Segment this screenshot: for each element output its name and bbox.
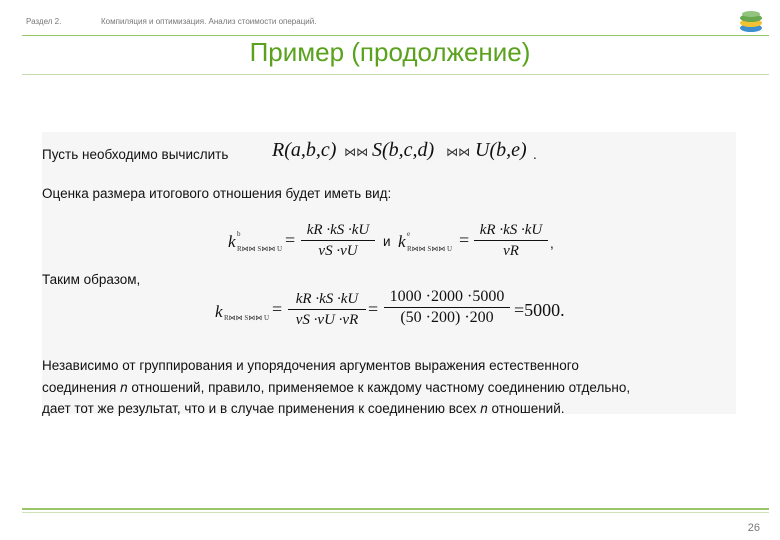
title-divider [22, 74, 769, 75]
equals-sign: = [459, 230, 470, 250]
k-subscript: R⋈⋈ S⋈⋈ U [237, 245, 283, 253]
fraction [474, 221, 548, 260]
k-symbol: k [228, 232, 236, 251]
paragraph-line-3 [42, 401, 565, 416]
page-title: Пример (продолжение) [249, 37, 531, 67]
paragraph-text: отношений. [487, 401, 565, 416]
footer-divider [22, 508, 769, 510]
page-number: 26 [747, 522, 760, 534]
numerator: 1000 ·2000 ·5000 [389, 288, 505, 305]
formula-u: U(b,e) [475, 139, 527, 161]
k-superscript: e [407, 230, 411, 238]
k-superscript: b [237, 230, 241, 238]
header-section: Раздел 2. [26, 17, 62, 26]
join-symbol: ⋈⋈ [446, 145, 470, 159]
formula-s: S(b,c,d) [372, 139, 435, 161]
comma: , [550, 236, 554, 251]
result-value: =5000. [514, 300, 565, 320]
numerator: kR ·kS ·kU [479, 222, 543, 238]
denominator: νS ·νU ·νR [295, 312, 359, 328]
k-symbol: k [215, 302, 223, 321]
equals-sign: = [272, 299, 283, 319]
k-symbol: k [398, 232, 406, 251]
fraction [288, 290, 366, 329]
period: . [533, 147, 537, 162]
k-subscript: R⋈⋈ S⋈⋈ U [224, 314, 270, 322]
paragraph-text: дает тот же результат, что и в случае применения к соединению всех [42, 401, 481, 416]
formula-r: R(a,b,c) [272, 139, 337, 161]
paragraph-text: соединения [42, 380, 121, 395]
denominator: νS ·νU [318, 243, 358, 259]
header-divider [22, 35, 769, 36]
footer-divider-secondary [22, 512, 769, 513]
paragraph-line-1: Независимо от группирования и упорядочения аргументов выражения естественного [42, 358, 579, 373]
paragraph-text: отношений, правило, применяемое к каждому частному соединению отдельно, [127, 380, 631, 395]
k-subscript: R⋈⋈ S⋈⋈ U [407, 245, 453, 253]
fraction-bar [288, 309, 366, 310]
equals-sign: = [368, 299, 379, 319]
header-topic: Компиляция и оптимизация. Анализ стоимости операций. [101, 17, 317, 26]
variable-n: n [480, 401, 488, 416]
join-symbol: ⋈⋈ [344, 145, 368, 159]
text-line-1: Пусть необходимо вычислить [42, 147, 229, 162]
and-word: и [383, 234, 391, 249]
fraction-bar [474, 240, 548, 241]
numerator: kR ·kS ·kU [295, 291, 359, 307]
denominator: (50 ·200) ·200 [400, 309, 494, 326]
variable-n: n [120, 380, 128, 395]
fraction [301, 221, 375, 260]
fraction-bar [301, 240, 375, 241]
paragraph-line-2 [42, 380, 630, 395]
text-line-3: Таким образом, [42, 272, 141, 287]
numerator: kR ·kS ·kU [306, 222, 370, 238]
denominator: νR [503, 243, 519, 259]
fraction-bar [384, 307, 510, 308]
text-line-2: Оценка размера итогового отношения будет иметь вид: [42, 186, 392, 201]
logo-icon [738, 9, 764, 33]
fraction [384, 288, 510, 327]
equals-sign: = [285, 230, 296, 250]
